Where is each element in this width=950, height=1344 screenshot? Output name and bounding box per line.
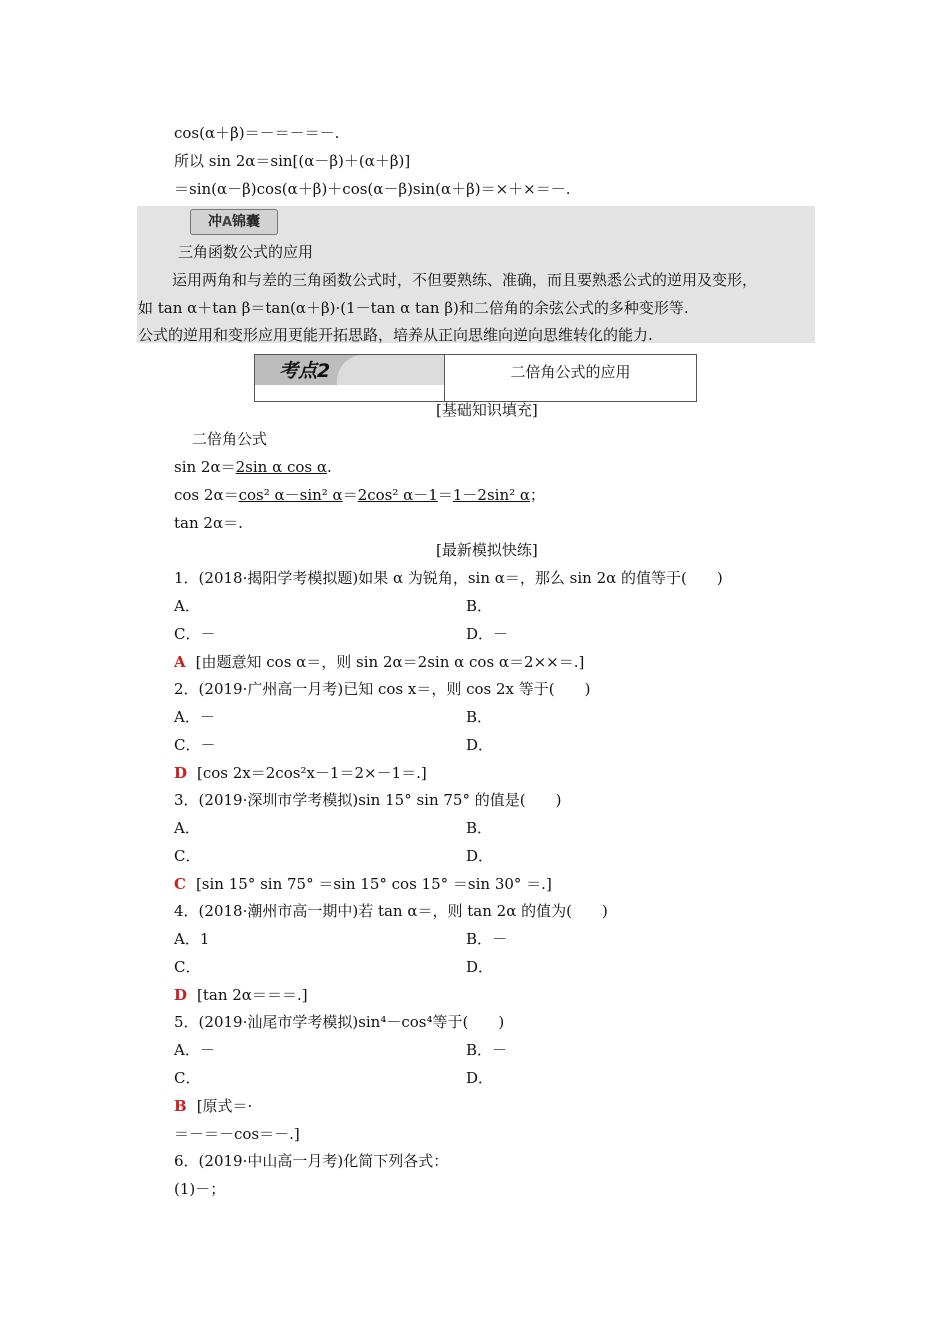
q3-option-c: C． — [174, 847, 201, 865]
formula-tan: tan 2α＝. — [174, 514, 243, 532]
q4-answer — [174, 985, 308, 1005]
q2-option-a: A．－ — [174, 708, 215, 726]
q6-part-1: (1)－； — [174, 1180, 226, 1198]
q5-explanation-cont: ＝－＝－cos＝－.] — [174, 1125, 300, 1143]
q2-answer-letter: D — [174, 764, 188, 782]
q1-explanation: [由题意知 cos α＝，则 sin 2α＝2sin α cos α＝2××＝.] — [195, 653, 585, 671]
q1-option-c: C．－ — [174, 625, 216, 643]
tip-badge-text-3: 锦囊 — [232, 214, 261, 230]
q4-option-a: A．1 — [174, 930, 210, 948]
q1-answer-letter: A — [174, 653, 186, 671]
formula-sin — [174, 457, 332, 477]
formula-sin-value: 2sin α cos α — [235, 458, 328, 476]
q4-option-c: C． — [174, 958, 201, 976]
q5-answer-letter: B — [174, 1097, 187, 1115]
q2-option-c: C．－ — [174, 736, 216, 754]
q1-option-b: B． — [466, 597, 493, 615]
q2-explanation: [cos 2x＝2cos²x－1＝2×－1＝.] — [197, 764, 427, 782]
section-label: 考点2 — [279, 360, 331, 382]
q3-option-a: A． — [174, 819, 200, 837]
formula-cos-eq-2: ＝ — [437, 486, 453, 504]
question-6: 6．(2019·中山高一月考)化简下列各式： — [174, 1152, 449, 1170]
q3-explanation: [sin 15° sin 75° ＝sin 15° cos 15° ＝sin 30° ＝.] — [195, 875, 552, 893]
question-2: 2．(2019·广州高一月考)已知 cos x＝，则 cos 2x 等于( ) — [174, 680, 591, 698]
section-header-box — [254, 354, 697, 402]
formula-cos-eq-1: ＝ — [342, 486, 358, 504]
tip-badge — [190, 209, 278, 235]
question-3: 3．(2019·深圳市学考模拟)sin 15° sin 75° 的值是( ) — [174, 791, 562, 809]
formula-cos-value-3: 1－2sin² α — [452, 486, 531, 504]
q3-answer-letter: C — [174, 875, 186, 893]
derivation-line-3: ＝sin(α－β)cos(α＋β)＋cos(α－β)sin(α＋β)＝×＋×＝－. — [174, 180, 571, 198]
q2-option-b: B． — [466, 708, 493, 726]
basics-header: [基础知识填充] — [436, 401, 538, 419]
q5-answer — [174, 1096, 252, 1116]
q4-option-d: D． — [466, 958, 494, 976]
formula-sin-suffix: . — [327, 458, 332, 476]
q1-answer — [174, 652, 584, 672]
tip-badge-text-1: 冲 — [207, 214, 222, 230]
q5-explanation: [原式＝· — [196, 1097, 253, 1115]
q4-option-b: B．－ — [466, 930, 508, 948]
section-title: 二倍角公式的应用 — [510, 363, 631, 381]
q4-explanation: [tan 2α＝＝＝.] — [197, 986, 308, 1004]
q1-option-d: D．－ — [466, 625, 509, 643]
tip-badge-text-2: A — [221, 215, 233, 230]
tip-paragraph-3: 公式的逆用和变形应用更能开拓思路，培养从正向思维向逆向思维转化的能力. — [138, 326, 653, 344]
formula-cos-value-2: 2cos² α－1 — [357, 486, 438, 504]
q3-answer — [174, 874, 552, 894]
tip-paragraph-2: 如 tan α＋tan β＝tan(α＋β)·(1－tan α tan β)和二倍角的余弦公式的多种变形等. — [138, 299, 689, 317]
q3-option-d: D． — [466, 847, 494, 865]
q4-answer-letter: D — [174, 986, 188, 1004]
formula-sin-prefix: sin 2α＝ — [174, 458, 236, 476]
q1-option-a: A． — [174, 597, 200, 615]
formula-cos — [174, 485, 545, 505]
q5-option-c: C． — [174, 1069, 201, 1087]
derivation-line-1: cos(α＋β)＝－＝－＝－. — [174, 124, 340, 142]
q2-answer — [174, 763, 427, 783]
q5-option-d: D． — [466, 1069, 494, 1087]
basics-subtitle: 二倍角公式 — [192, 430, 268, 448]
question-5: 5．(2019·汕尾市学考模拟)sin⁴－cos⁴等于( ) — [174, 1013, 505, 1031]
derivation-line-2: 所以 sin 2α＝sin[(α－β)＋(α＋β)] — [174, 152, 411, 170]
formula-cos-prefix: cos 2α＝ — [174, 486, 239, 504]
tip-title: 三角函数公式的应用 — [178, 243, 314, 261]
q5-option-b: B．－ — [466, 1041, 508, 1059]
question-1: 1．(2018·揭阳学考模拟题)如果 α 为锐角，sin α＝，那么 sin 2α 的值等于( ) — [174, 569, 723, 587]
q5-option-a: A．－ — [174, 1041, 215, 1059]
q2-option-d: D． — [466, 736, 494, 754]
question-4: 4．(2018·潮州市高一期中)若 tan α＝，则 tan 2α 的值为( ) — [174, 902, 608, 920]
practice-header: [最新模拟快练] — [436, 541, 538, 559]
formula-cos-suffix: ； — [530, 486, 546, 504]
tip-paragraph-1: 运用两角和与差的三角函数公式时，不但要熟练、准确，而且要熟悉公式的逆用及变形， — [172, 271, 758, 289]
q3-option-b: B． — [466, 819, 493, 837]
formula-cos-value-1: cos² α－sin² α — [238, 486, 343, 504]
